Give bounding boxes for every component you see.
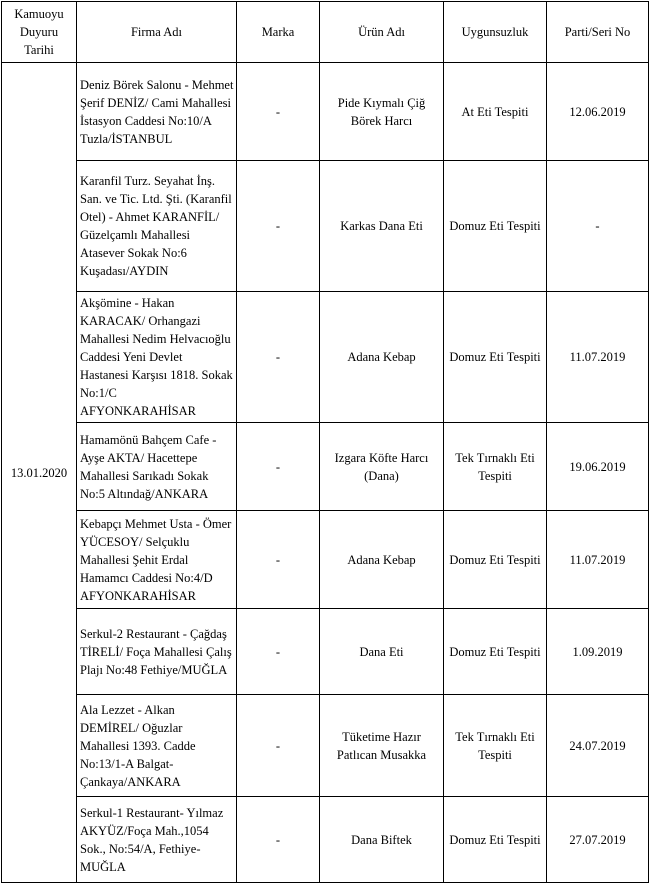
batch-cell: 12.06.2019 xyxy=(547,63,649,161)
header-brand: Marka xyxy=(237,2,320,63)
product-cell: Dana Eti xyxy=(320,609,444,695)
table-row xyxy=(2,797,649,883)
brand-cell: - xyxy=(237,292,320,423)
firm-cell: Ala Lezzet - Alkan DEMİREL/ Oğuzlar Mahallesi 1393. Cadde No:13/1-A Balgat-Çankaya/ANKARA xyxy=(77,695,237,797)
batch-cell: 11.07.2019 xyxy=(547,292,649,423)
firm-cell: Akşömine - Hakan KARACAK/ Orhangazi Mahallesi Nedim Helvacıoğlu Caddesi Yeni Devlet Hastanesi Karşısı 1818. Sokak No:1/C AFYONKARAHİSAR xyxy=(77,292,237,423)
batch-cell: - xyxy=(547,161,649,292)
table-row xyxy=(2,423,649,511)
batch-cell: 11.07.2019 xyxy=(547,511,649,609)
header-announcement-date: Kamuoyu Duyuru Tarihi xyxy=(2,2,77,63)
brand-cell: - xyxy=(237,695,320,797)
header-row xyxy=(2,2,649,63)
firm-cell: Karanfil Turz. Seyahat İnş. San. ve Tic. Ltd. Şti. (Karanfil Otel) - Ahmet KARANFİL/ Güzelçamlı Mahallesi Atasever Sokak No:6 Kuşadası/AYDIN xyxy=(77,161,237,292)
batch-cell: 27.07.2019 xyxy=(547,797,649,883)
nonconformity-cell: At Eti Tespiti xyxy=(444,63,547,161)
announcement-date-cell: 13.01.2020 xyxy=(2,63,77,883)
table-row xyxy=(2,292,649,423)
product-cell: Pide Kıymalı Çiğ Börek Harcı xyxy=(320,63,444,161)
product-cell: Adana Kebap xyxy=(320,511,444,609)
header-product-name: Ürün Adı xyxy=(320,2,444,63)
batch-cell: 19.06.2019 xyxy=(547,423,649,511)
firm-cell: Serkul-1 Restaurant- Yılmaz AKYÜZ/Foça Mah.,1054 Sok., No:54/A, Fethiye-MUĞLA xyxy=(77,797,237,883)
firm-cell: Kebapçı Mehmet Usta - Ömer YÜCESOY/ Selçuklu Mahallesi Şehit Erdal Hamamcı Caddesi No:4/D AFYONKARAHİSAR xyxy=(77,511,237,609)
brand-cell: - xyxy=(237,609,320,695)
nonconformity-cell: Domuz Eti Tespiti xyxy=(444,161,547,292)
table-row xyxy=(2,161,649,292)
nonconformity-table xyxy=(1,1,649,883)
nonconformity-cell: Tek Tırnaklı Eti Tespiti xyxy=(444,695,547,797)
header-firm-name: Firma Adı xyxy=(77,2,237,63)
product-cell: Karkas Dana Eti xyxy=(320,161,444,292)
product-cell: Dana Biftek xyxy=(320,797,444,883)
product-cell: Izgara Köfte Harcı (Dana) xyxy=(320,423,444,511)
table-row xyxy=(2,609,649,695)
firm-cell: Serkul-2 Restaurant - Çağdaş TİRELİ/ Foça Mahallesi Çalış Plajı No:48 Fethiye/MUĞLA xyxy=(77,609,237,695)
nonconformity-cell: Domuz Eti Tespiti xyxy=(444,609,547,695)
batch-cell: 1.09.2019 xyxy=(547,609,649,695)
table-row xyxy=(2,511,649,609)
brand-cell: - xyxy=(237,63,320,161)
header-batch-number: Parti/Seri No xyxy=(547,2,649,63)
batch-cell: 24.07.2019 xyxy=(547,695,649,797)
table-row xyxy=(2,63,649,161)
firm-cell: Deniz Börek Salonu - Mehmet Şerif DENİZ/ Cami Mahallesi İstasyon Caddesi No:10/A Tuzla/İSTANBUL xyxy=(77,63,237,161)
brand-cell: - xyxy=(237,423,320,511)
firm-cell: Hamamönü Bahçem Cafe - Ayşe AKTA/ Hacettepe Mahallesi Sarıkadı Sokak No:5 Altındağ/ANKARA xyxy=(77,423,237,511)
header-nonconformity: Uygunsuzluk xyxy=(444,2,547,63)
nonconformity-cell: Domuz Eti Tespiti xyxy=(444,292,547,423)
nonconformity-cell: Domuz Eti Tespiti xyxy=(444,511,547,609)
nonconformity-cell: Domuz Eti Tespiti xyxy=(444,797,547,883)
product-cell: Adana Kebap xyxy=(320,292,444,423)
table-row xyxy=(2,695,649,797)
product-cell: Tüketime Hazır Patlıcan Musakka xyxy=(320,695,444,797)
brand-cell: - xyxy=(237,797,320,883)
brand-cell: - xyxy=(237,161,320,292)
brand-cell: - xyxy=(237,511,320,609)
nonconformity-cell: Tek Tırnaklı Eti Tespiti xyxy=(444,423,547,511)
